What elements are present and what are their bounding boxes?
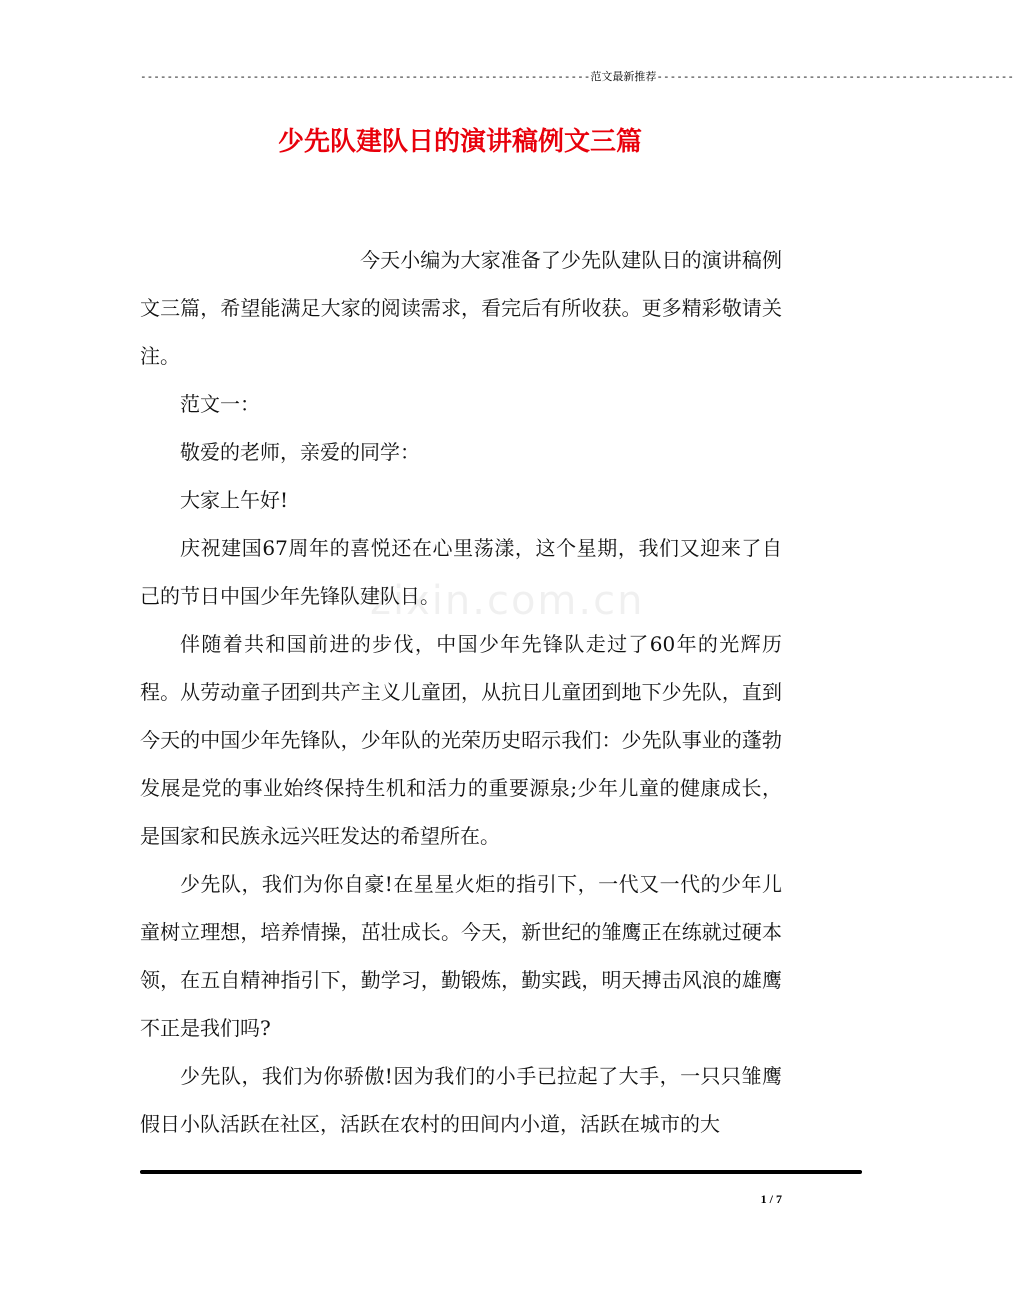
greeting: 大家上午好! [180, 488, 289, 512]
section-heading: 范文一： [180, 392, 260, 416]
document-title: 少先队建队日的演讲稿例文三篇 [277, 127, 642, 157]
body-paragraph: 伴随着共和国前进的步伐，中国少年先锋队走过了60年的光辉历程。从劳动童子团到共产主义儿童团，从抗日儿童团到地下少先队，直到今天的中国少年先锋队，少年队的光荣历史昭示我们：少先队事业的蓬勃发展是党的事业始终保持生机和活力的重要源泉;少年儿童的健康成长，是国家和民族永远兴旺发达的希望所在。 [140, 632, 782, 848]
body-paragraph: 庆祝建国67周年的喜悦还在心里荡漾，这个星期，我们又迎来了自己的节日中国少年先锋队建队日。 [140, 536, 782, 608]
salutation: 敬爱的老师，亲爱的同学： [180, 440, 420, 464]
footer-divider [140, 1170, 862, 1174]
header-banner: --------------------------------------------------------------------范文最新推荐------------------------------------------------------ [140, 70, 1014, 83]
body-paragraph: 少先队，我们为你骄傲!因为我们的小手已拉起了大手，一只只雏鹰假日小队活跃在社区，活跃在农村的田间内小道，活跃在城市的大 [140, 1064, 782, 1136]
intro-paragraph: 今天小编为大家准备了少先队建队日的演讲稿例文三篇，希望能满足大家的阅读需求，看完后有所收获。更多精彩敬请关注。 [140, 248, 782, 368]
body-paragraph: 少先队，我们为你自豪!在星星火炬的指引下，一代又一代的少年儿童树立理想，培养情操，茁壮成长。今天，新世纪的雏鹰正在练就过硬本领，在五自精神指引下，勤学习，勤锻炼，勤实践，明天搏击风浪的雄鹰不正是我们吗? [140, 872, 782, 1040]
document-body [140, 236, 782, 1148]
watermark: zixin.com.cn [370, 578, 645, 624]
page-number: 1 / 7 [760, 1192, 782, 1206]
